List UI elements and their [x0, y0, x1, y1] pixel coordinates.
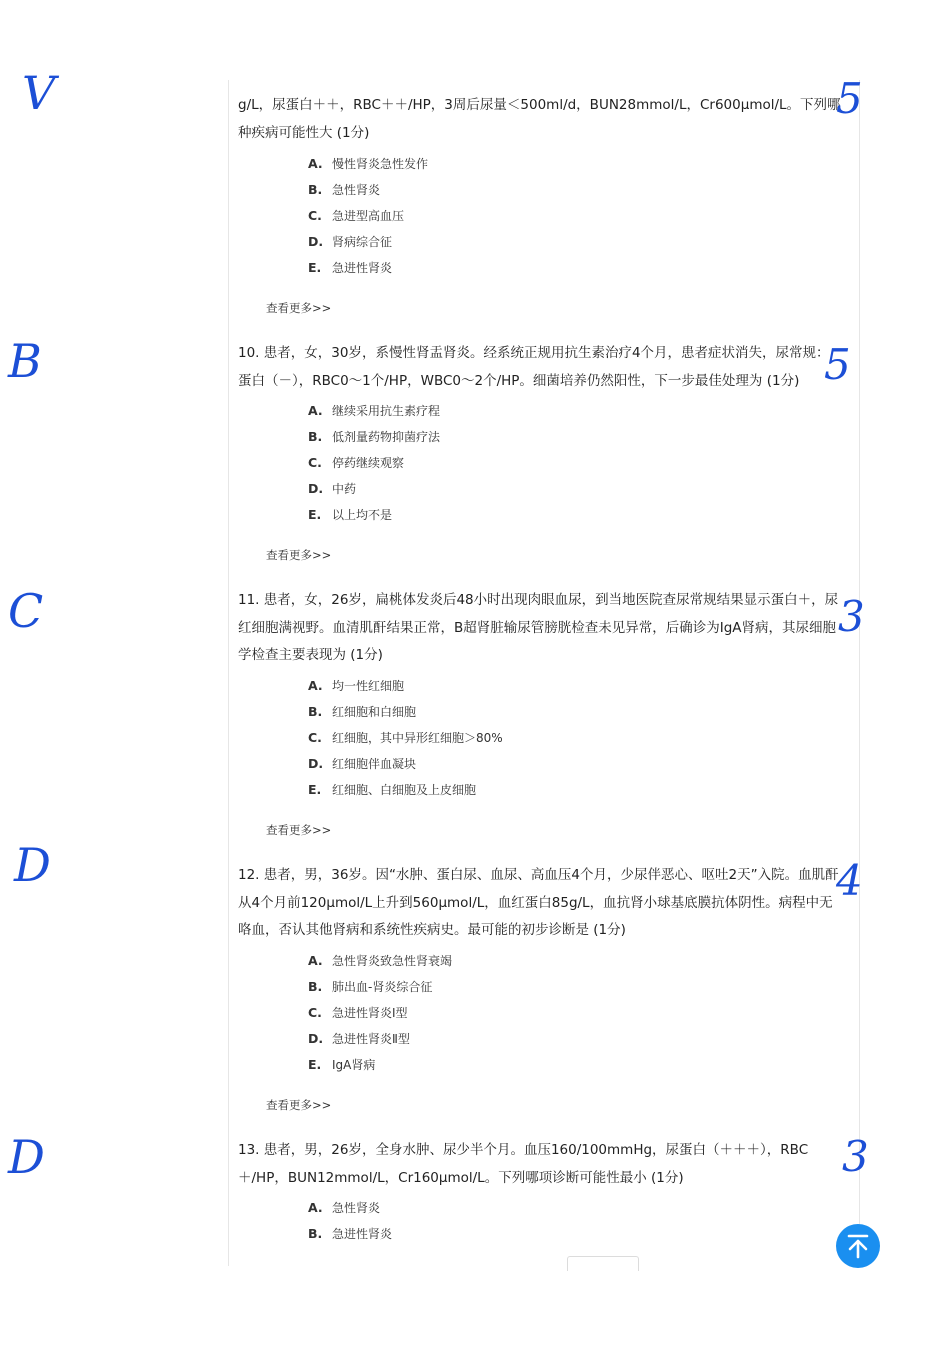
option-letter: A.: [308, 403, 323, 418]
option-text: 慢性肾炎急性发作: [332, 157, 429, 171]
option-letter: B.: [308, 429, 323, 444]
option-letter: D.: [308, 234, 324, 249]
option-text: 继续采用抗生素疗程: [332, 404, 441, 418]
handwritten-answer: V: [22, 66, 56, 120]
option-letter: E.: [308, 1057, 322, 1072]
option-text: 急进性肾炎Ⅰ型: [332, 1006, 408, 1020]
option-text: 中药: [332, 482, 357, 496]
question-stem: 13. 患者，男，26岁，全身水肿、尿少半个月。血压160/100mmHg，尿蛋白（＋＋＋），RBC＋/HP，BUN12mmol/L，Cr160μmol/L。下列哪项诊断可能性最小 (1分): [238, 1142, 809, 1186]
option-a[interactable]: [308, 952, 452, 970]
option-a[interactable]: [308, 402, 440, 420]
handwritten-answer: B: [8, 334, 42, 388]
option-text: 红细胞、白细胞及上皮细胞: [332, 783, 477, 797]
handwritten-answer: C: [8, 584, 44, 638]
option-text: 肺出血-肾炎综合征: [332, 980, 433, 994]
option-text: 急性肾炎: [332, 183, 381, 197]
option-text: IgA肾病: [332, 1058, 376, 1072]
option-e[interactable]: [308, 781, 476, 799]
option-text: 低剂量药物抑菌疗法: [332, 430, 441, 444]
question-stem: 11. 患者，女，26岁，扁桃体发炎后48小时出现肉眼血尿，到当地医院查尿常规结果显示蛋白＋，尿红细胞满视野。血清肌酐结果正常，B超肾脏输尿管膀胱检查未见异常，后确诊为IgA肾病，其尿细胞学检查主要表现为 (1分): [238, 592, 839, 663]
option-d[interactable]: [308, 480, 356, 498]
option-text: 急进性肾炎: [332, 261, 393, 275]
option-d[interactable]: [308, 755, 416, 773]
option-a[interactable]: [308, 155, 428, 173]
handwritten-score: 5: [836, 74, 863, 123]
option-b[interactable]: [308, 428, 440, 446]
option-letter: A.: [308, 678, 323, 693]
option-text: 红细胞伴血凝块: [332, 757, 417, 771]
option-letter: A.: [308, 953, 323, 968]
handwritten-score: 5: [824, 340, 851, 389]
option-d[interactable]: [308, 1030, 410, 1048]
question-stem: g/L，尿蛋白＋＋，RBC＋＋/HP，3周后尿量＜500ml/d，BUN28mmol/L，Cr600μmol/L。下列哪种疾病可能性大 (1分): [238, 97, 841, 141]
option-letter: D.: [308, 756, 324, 771]
back-to-top-button[interactable]: [836, 1224, 880, 1268]
option-letter: C.: [308, 208, 322, 223]
option-letter: C.: [308, 1005, 322, 1020]
pagination[interactable]: [567, 1256, 639, 1271]
option-letter: A.: [308, 1200, 323, 1215]
option-letter: C.: [308, 730, 322, 745]
option-text: 肾病综合征: [332, 235, 393, 249]
option-d[interactable]: [308, 233, 392, 251]
option-letter: B.: [308, 979, 323, 994]
view-more-link[interactable]: 查看更多>>: [266, 301, 332, 315]
option-letter: E.: [308, 507, 322, 522]
option-letter: A.: [308, 156, 323, 171]
option-letter: D.: [308, 481, 324, 496]
option-text: 急进性肾炎Ⅱ型: [332, 1032, 410, 1046]
option-b[interactable]: [308, 1225, 392, 1243]
arrow-up-to-top-icon: [836, 1224, 880, 1268]
option-text: 急进型高血压: [332, 209, 405, 223]
option-c[interactable]: [308, 454, 404, 472]
handwritten-score: 3: [842, 1132, 869, 1181]
option-letter: E.: [308, 782, 322, 797]
option-text: 急性肾炎: [332, 1201, 381, 1215]
option-text: 以上均不是: [332, 508, 393, 522]
option-text: 红细胞和白细胞: [332, 705, 417, 719]
view-more-link[interactable]: 查看更多>>: [266, 548, 332, 562]
option-e[interactable]: [308, 259, 392, 277]
option-letter: B.: [308, 182, 323, 197]
option-text: 停药继续观察: [332, 456, 405, 470]
option-b[interactable]: [308, 703, 416, 721]
option-letter: B.: [308, 1226, 323, 1241]
view-more-link[interactable]: 查看更多>>: [266, 823, 332, 837]
option-c[interactable]: [308, 207, 404, 225]
option-b[interactable]: [308, 181, 380, 199]
question-stem: 10. 患者，女，30岁，系慢性肾盂肾炎。经系统正规用抗生素治疗4个月，患者症状消失，尿常规：蛋白（－），RBC0～1个/HP，WBC0～2个/HP。细菌培养仍然阳性，下一步最佳处理为 (1分): [238, 345, 830, 389]
handwritten-answer: D: [14, 838, 51, 892]
option-letter: B.: [308, 704, 323, 719]
option-letter: D.: [308, 1031, 324, 1046]
option-text: 红细胞，其中异形红细胞＞80%: [332, 731, 503, 745]
option-c[interactable]: [308, 729, 503, 747]
option-c[interactable]: [308, 1004, 408, 1022]
option-text: 均一性红细胞: [332, 679, 405, 693]
option-a[interactable]: [308, 677, 404, 695]
option-text: 急性肾炎致急性肾衰竭: [332, 954, 453, 968]
option-a[interactable]: [308, 1199, 380, 1217]
option-e[interactable]: [308, 506, 392, 524]
option-letter: C.: [308, 455, 322, 470]
option-letter: E.: [308, 260, 322, 275]
view-more-link[interactable]: 查看更多>>: [266, 1098, 332, 1112]
question-card: [228, 80, 860, 1266]
question-stem: 12. 患者，男，36岁。因“水肿、蛋白尿、血尿、高血压4个月，少尿伴恶心、呕吐2天”入院。血肌酐从4个月前120μmol/L上升到560μmol/L，血红蛋白85g/L，血抗肾小球基底膜抗体阴性。病程中无咯血，否认其他肾病和系统性疾病史。最可能的初步诊断是 (1分): [238, 867, 839, 938]
option-b[interactable]: [308, 978, 432, 996]
handwritten-score: 3: [838, 592, 865, 641]
option-e[interactable]: [308, 1056, 375, 1074]
handwritten-score: 4: [836, 856, 863, 905]
option-text: 急进性肾炎: [332, 1227, 393, 1241]
handwritten-answer: D: [8, 1130, 45, 1184]
